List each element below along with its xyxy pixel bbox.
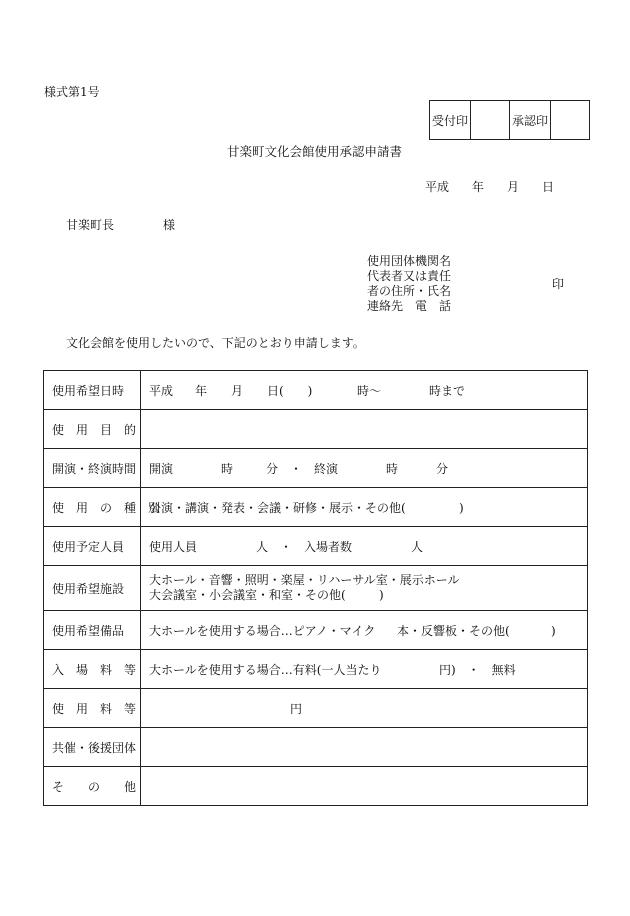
date-day: 日: [542, 180, 555, 194]
row-times: [44, 449, 588, 488]
row-equipment: [44, 611, 588, 650]
value-other[interactable]: [141, 767, 588, 806]
receipt-stamp-label: 受付印: [430, 101, 471, 140]
value-admission[interactable]: 大ホールを使用する場合…有料(一人当たり 円) ・ 無料: [141, 650, 588, 689]
application-table: [43, 370, 588, 806]
applicant-block: [367, 254, 451, 314]
approval-stamp-box: [551, 101, 590, 140]
row-fee: [44, 689, 588, 728]
row-facility: [44, 566, 588, 611]
facility-line2: 大会議室・小会議室・和室・その他( ): [149, 588, 384, 602]
label-other: そ の 他: [44, 767, 141, 806]
value-type[interactable]: 公演・講演・発表・会議・研修・展示・その他( ): [141, 488, 588, 527]
row-type: [44, 488, 588, 527]
applicant-phone-label: 連絡先 電 話: [367, 299, 452, 313]
label-equipment: 使用希望備品: [44, 611, 141, 650]
applicant-rep-label: 代表者又は責任: [367, 269, 452, 283]
row-people: [44, 527, 588, 566]
facility-line1: 大ホール・音響・照明・楽屋・リハーサル室・展示ホール: [149, 573, 460, 587]
receipt-stamp-box: [471, 101, 510, 140]
label-people: 使用予定人員: [44, 527, 141, 566]
applicant-address-label: 者の住所・氏名: [367, 284, 452, 298]
row-sponsors: [44, 728, 588, 767]
value-times[interactable]: 開演 時 分 ・ 終演 時 分: [141, 449, 588, 488]
row-other: [44, 767, 588, 806]
value-facility[interactable]: [141, 566, 588, 611]
value-dates[interactable]: 平成 年 月 日( ) 時〜 時まで: [141, 371, 588, 410]
row-admission: [44, 650, 588, 689]
value-equipment[interactable]: 大ホールを使用する場合…ピアノ・マイク 本・反響板・その他( ): [141, 611, 588, 650]
intro-text: 文化会館を使用したいので、下記のとおり申請します。: [66, 336, 365, 350]
addressee-name: 甘楽町長: [66, 218, 115, 232]
addressee-honorific: 様: [163, 218, 176, 232]
label-admission: 入 場 料 等: [44, 650, 141, 689]
label-type: 使 用 の 種 別: [44, 488, 141, 527]
row-purpose: [44, 410, 588, 449]
applicant-seal: 印: [552, 277, 565, 291]
label-dates: 使用希望日時: [44, 371, 141, 410]
approval-stamp-label: 承認印: [510, 101, 551, 140]
form-number: 様式第1号: [44, 85, 100, 99]
date-year: 年: [472, 180, 485, 194]
stamp-boxes: [429, 100, 590, 140]
value-purpose[interactable]: [141, 410, 588, 449]
row-dates: [44, 371, 588, 410]
value-sponsors[interactable]: [141, 728, 588, 767]
label-fee: 使 用 料 等: [44, 689, 141, 728]
label-facility: 使用希望施設: [44, 566, 141, 611]
label-purpose: 使 用 目 的: [44, 410, 141, 449]
applicant-org-label: 使用団体機関名: [367, 254, 452, 268]
document-title: 甘楽町文化会館使用承認申請書: [227, 144, 403, 159]
value-fee[interactable]: 円: [141, 689, 588, 728]
label-sponsors: 共催・後援団体: [44, 728, 141, 767]
value-people[interactable]: 使用人員 人 ・ 入場者数 人: [141, 527, 588, 566]
label-times: 開演・終演時間: [44, 449, 141, 488]
date-month: 月: [507, 180, 520, 194]
date-era: 平成: [425, 180, 450, 194]
